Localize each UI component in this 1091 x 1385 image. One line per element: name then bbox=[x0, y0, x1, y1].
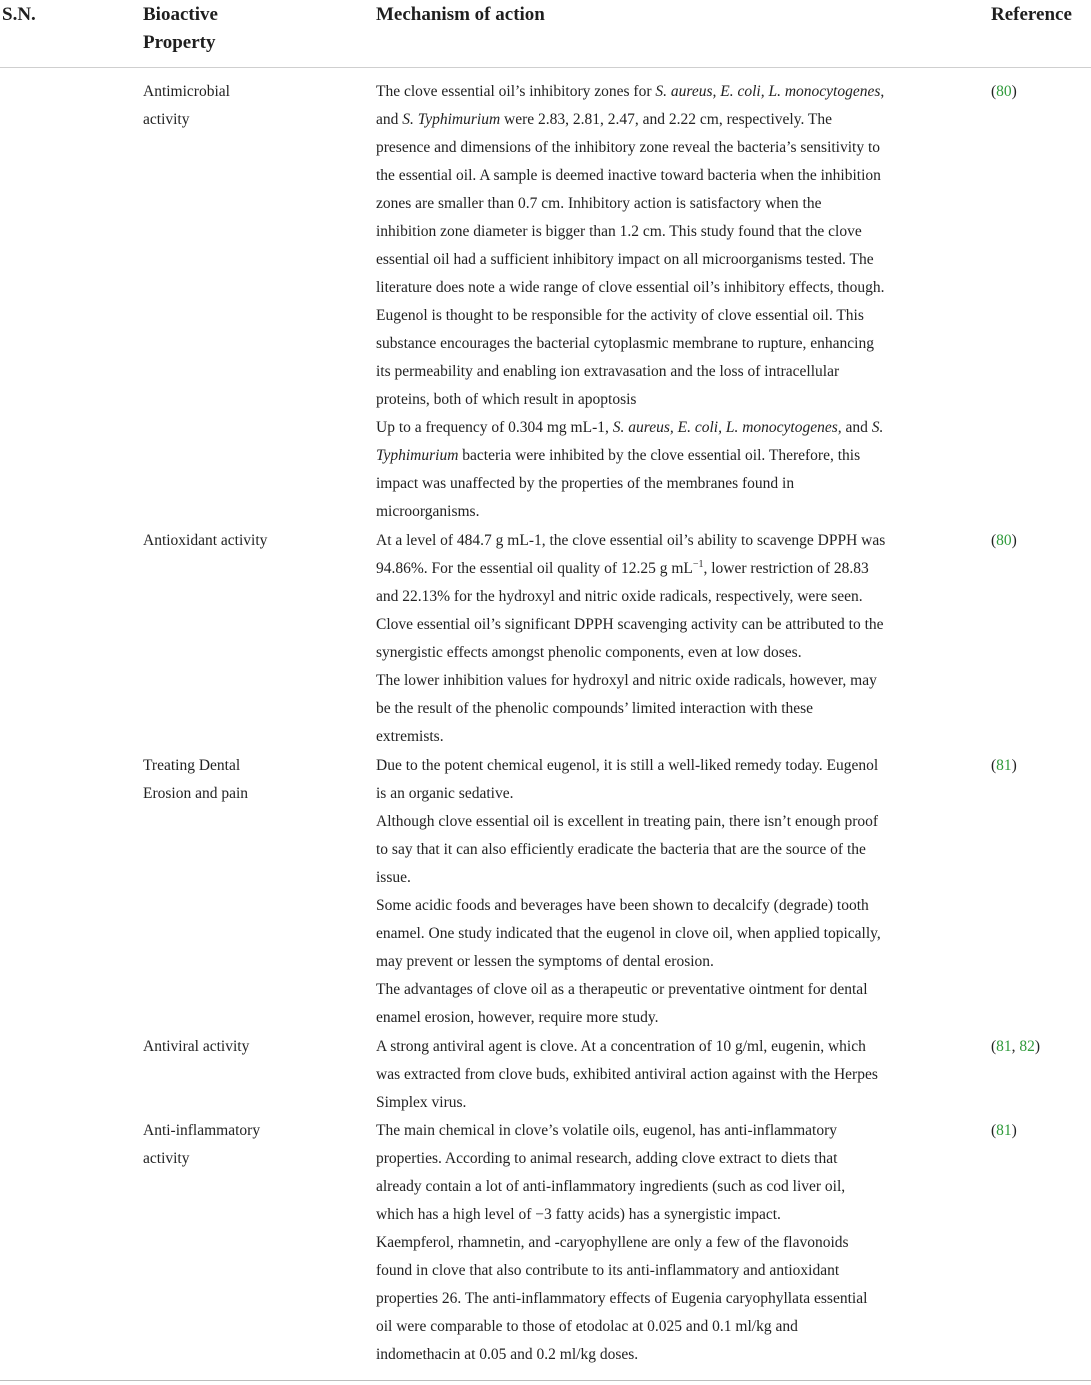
header-reference: Reference bbox=[991, 4, 1072, 25]
mechanism-line: was extracted from clove buds, exhibited antiviral action against with the Herpes bbox=[376, 1066, 878, 1083]
header-bioactive-property bbox=[143, 1, 343, 57]
mechanism-line: substance encourages the bacterial cytoplasmic membrane to rupture, enhancing bbox=[376, 335, 874, 352]
mechanism-line: Kaempferol, rhamnetin, and -caryophyllene are only a few of the flavonoids bbox=[376, 1234, 849, 1251]
property-line: Antimicrobial bbox=[143, 83, 230, 100]
header-bioactive-line2: Property bbox=[143, 32, 216, 53]
mechanism-cell bbox=[376, 752, 896, 1032]
mechanism-line: The clove essential oil’s inhibitory zones for S. aureus, E. coli, L. monocytogenes, bbox=[376, 83, 885, 100]
mechanism-line: literature does note a wide range of clove essential oil’s inhibitory effects, though. bbox=[376, 279, 885, 296]
property-cell bbox=[143, 527, 343, 555]
mechanism-line: presence and dimensions of the inhibitory zone reveal the bacteria’s sensitivity to bbox=[376, 139, 881, 156]
property-line: activity bbox=[143, 111, 190, 128]
mechanism-line: enamel erosion, however, require more study. bbox=[376, 1009, 659, 1026]
mechanism-line: may prevent or lessen the symptoms of dental erosion. bbox=[376, 953, 714, 970]
mechanism-line: to say that it can also efficiently eradicate the bacteria that are the source of the bbox=[376, 841, 866, 858]
property-cell bbox=[143, 1117, 343, 1173]
mechanism-cell bbox=[376, 1117, 896, 1369]
reference-link[interactable]: 80 bbox=[996, 532, 1012, 549]
mechanism-line: At a level of 484.7 g mL-1, the clove essential oil’s ability to scavenge DPPH was bbox=[376, 532, 886, 549]
mechanism-line: its permeability and enabling ion extravasation and the loss of intracellular bbox=[376, 363, 840, 380]
mechanism-line: enamel. One study indicated that the eugenol in clove oil, when applied topically, bbox=[376, 925, 881, 942]
property-line: Erosion and pain bbox=[143, 785, 249, 802]
reference-cell: (80) bbox=[991, 532, 1017, 549]
mechanism-line: microorganisms. bbox=[376, 503, 480, 520]
mechanism-line: A strong antiviral agent is clove. At a concentration of 10 g/ml, eugenin, which bbox=[376, 1038, 866, 1055]
mechanism-line: Some acidic foods and beverages have been shown to decalcify (degrade) tooth bbox=[376, 897, 869, 914]
reference-link[interactable]: 81 bbox=[996, 757, 1012, 774]
mechanism-line: The advantages of clove oil as a therapeutic or preventative ointment for dental bbox=[376, 981, 868, 998]
mechanism-line: is an organic sedative. bbox=[376, 785, 514, 802]
header-sn: S.N. bbox=[2, 4, 36, 25]
reference-link[interactable]: 80 bbox=[996, 83, 1012, 100]
property-line: Antioxidant activity bbox=[143, 532, 268, 549]
reference-cell: (81) bbox=[991, 757, 1017, 774]
header-mechanism: Mechanism of action bbox=[376, 4, 545, 25]
mechanism-line: properties 26. The anti-inflammatory effects of Eugenia caryophyllata essential bbox=[376, 1290, 868, 1307]
property-cell bbox=[143, 752, 343, 808]
mechanism-line: properties. According to animal research, adding clove extract to diets that bbox=[376, 1150, 838, 1167]
reference-cell: (81) bbox=[991, 1122, 1017, 1139]
mechanism-line: found in clove that also contribute to its anti-inflammatory and antioxidant bbox=[376, 1262, 840, 1279]
reference-cell: (80) bbox=[991, 83, 1017, 100]
table-header bbox=[0, 0, 1091, 68]
property-cell bbox=[143, 1033, 343, 1061]
property-line: Antiviral activity bbox=[143, 1038, 250, 1055]
mechanism-line: The main chemical in clove’s volatile oils, eugenol, has anti-inflammatory bbox=[376, 1122, 837, 1139]
mechanism-line: Due to the potent chemical eugenol, it is still a well-liked remedy today. Eugenol bbox=[376, 757, 879, 774]
mechanism-line: zones are smaller than 0.7 cm. Inhibitory action is satisfactory when the bbox=[376, 195, 822, 212]
reference-link[interactable]: 81 bbox=[996, 1038, 1012, 1055]
mechanism-line: oil were comparable to those of etodolac at 0.025 and 0.1 ml/kg and bbox=[376, 1318, 798, 1335]
mechanism-line: Although clove essential oil is excellent in treating pain, there isn’t enough proof bbox=[376, 813, 879, 830]
mechanism-line: proteins, both of which result in apoptosis bbox=[376, 391, 637, 408]
property-line: activity bbox=[143, 1150, 190, 1167]
mechanism-line: and S. Typhimurium were 2.83, 2.81, 2.47, and 2.22 cm, respectively. The bbox=[376, 111, 833, 128]
reference-link[interactable]: 82 bbox=[1019, 1038, 1035, 1055]
mechanism-line: synergistic effects amongst phenolic components, even at low doses. bbox=[376, 644, 802, 661]
property-line: Anti-inflammatory bbox=[143, 1122, 261, 1139]
reference-link[interactable]: 81 bbox=[996, 1122, 1012, 1139]
mechanism-line: and 22.13% for the hydroxyl and nitric oxide radicals, respectively, were seen. bbox=[376, 588, 863, 605]
property-cell bbox=[143, 78, 343, 134]
mechanism-line: Simplex virus. bbox=[376, 1094, 467, 1111]
table-bottom-rule bbox=[0, 1380, 1091, 1381]
mechanism-cell bbox=[376, 527, 896, 751]
mechanism-line: Typhimurium bacteria were inhibited by the clove essential oil. Therefore, this bbox=[376, 447, 861, 464]
mechanism-line: already contain a lot of anti-inflammatory ingredients (such as cod liver oil, bbox=[376, 1178, 846, 1195]
property-line: Treating Dental bbox=[143, 757, 241, 774]
mechanism-line: Eugenol is thought to be responsible for the activity of clove essential oil. This bbox=[376, 307, 864, 324]
mechanism-cell bbox=[376, 1033, 896, 1117]
mechanism-line: Clove essential oil’s significant DPPH scavenging activity can be attributed to the bbox=[376, 616, 884, 633]
reference-cell: (81, 82) bbox=[991, 1038, 1041, 1055]
mechanism-cell bbox=[376, 78, 896, 526]
mechanism-line: which has a high level of −3 fatty acids) has a synergistic impact. bbox=[376, 1206, 781, 1223]
mechanism-line: essential oil had a sufficient inhibitory impact on all microorganisms tested. The bbox=[376, 251, 874, 268]
mechanism-line: indomethacin at 0.05 and 0.2 ml/kg doses. bbox=[376, 1346, 639, 1363]
mechanism-line: Up to a frequency of 0.304 mg mL-1, S. aureus, E. coli, L. monocytogenes, and S. bbox=[376, 419, 884, 436]
mechanism-line: the essential oil. A sample is deemed inactive toward bacteria when the inhibition bbox=[376, 167, 881, 184]
mechanism-line: The lower inhibition values for hydroxyl and nitric oxide radicals, however, may bbox=[376, 672, 877, 689]
header-bioactive-line1: Bioactive bbox=[143, 4, 218, 25]
mechanism-line: issue. bbox=[376, 869, 411, 886]
mechanism-line: inhibition zone diameter is bigger than 1.2 cm. This study found that the clove bbox=[376, 223, 862, 240]
mechanism-line: 94.86%. For the essential oil quality of 12.25 g $mL^{-1}$, lower restriction of 28.83 bbox=[376, 559, 869, 577]
mechanism-line: extremists. bbox=[376, 728, 444, 745]
mechanism-line: be the result of the phenolic compounds’ limited interaction with these bbox=[376, 700, 814, 717]
mechanism-line: impact was unaffected by the properties of the membranes found in bbox=[376, 475, 795, 492]
